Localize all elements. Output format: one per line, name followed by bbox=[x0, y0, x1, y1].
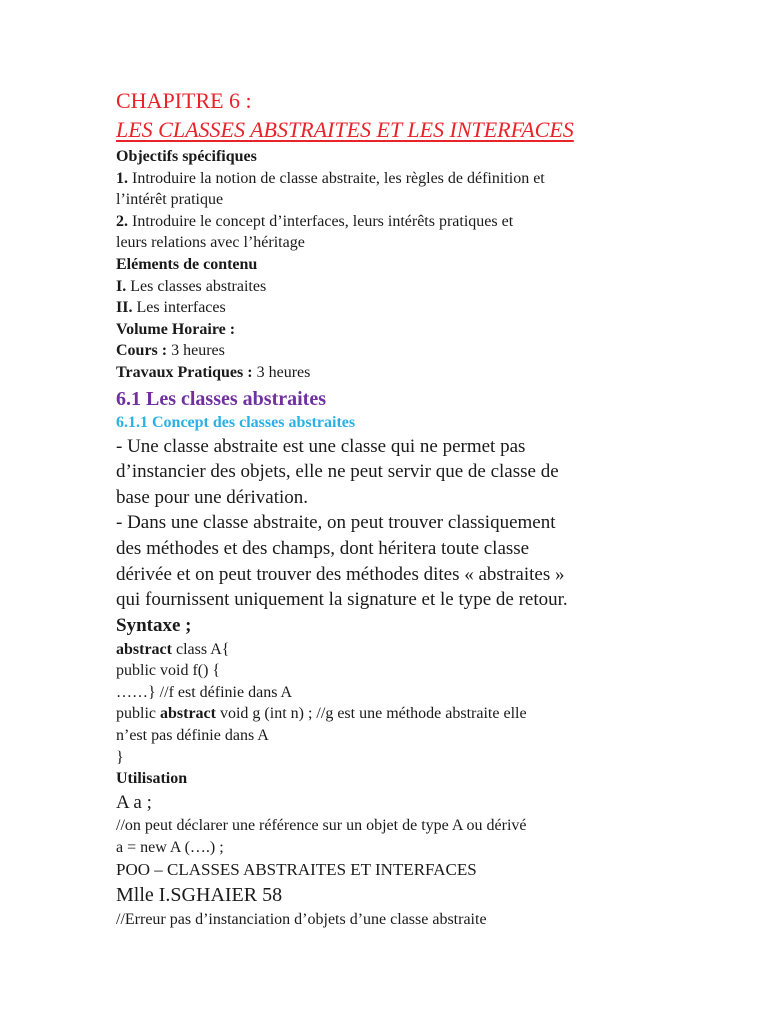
content-heading: Eléments de contenu bbox=[116, 255, 258, 273]
tp-label: Travaux Pratiques : bbox=[116, 363, 253, 381]
usage-heading: Utilisation bbox=[116, 770, 188, 788]
body-line: des méthodes et des champs, dont héritera toute classe bbox=[116, 537, 530, 559]
code-line-5: n’est pas définie dans A bbox=[116, 727, 269, 745]
volume-cours bbox=[116, 340, 736, 362]
usage-line-1: A a ; bbox=[116, 791, 152, 813]
volume-tp bbox=[116, 362, 736, 384]
body-line: - Une classe abstraite est une classe qui ne permet pas bbox=[116, 435, 526, 457]
cours-label: Cours : bbox=[116, 342, 168, 360]
code-line-1 bbox=[116, 639, 736, 661]
code-line-2: public void f() { bbox=[116, 662, 221, 680]
code-text: public bbox=[116, 705, 160, 723]
subsection-title: 6.1.1 Concept des classes abstraites bbox=[116, 413, 356, 431]
volume-heading: Volume Horaire : bbox=[116, 320, 236, 338]
objective-2-number: 2. bbox=[116, 212, 128, 230]
code-line-3: ……} //f est définie dans A bbox=[116, 683, 293, 701]
footer-course-title: POO – CLASSES ABSTRAITES ET INTERFACES bbox=[116, 859, 477, 879]
cours-value: 3 heures bbox=[167, 342, 225, 360]
body-line: qui fournissent uniquement la signature et le type de retour. bbox=[116, 589, 568, 611]
chapter-number: CHAPITRE 6 : bbox=[116, 88, 252, 113]
content-item-2-text: Les interfaces bbox=[132, 299, 226, 317]
tp-value: 3 heures bbox=[252, 363, 311, 381]
chapter-title: LES CLASSES ABSTRAITES ET LES INTERFACES bbox=[116, 117, 574, 142]
objective-1-continuation: l’intérêt pratique bbox=[116, 191, 224, 209]
syntax-heading: Syntaxe ; bbox=[116, 614, 192, 636]
content-item-1-text: Les classes abstraites bbox=[126, 277, 267, 295]
section-title: 6.1 Les classes abstraites bbox=[116, 387, 326, 410]
footer-author-page: Mlle I.SGHAIER 58 bbox=[116, 883, 283, 906]
body-line: base pour une dérivation. bbox=[116, 486, 309, 508]
body-line: d’instancier des objets, elle ne peut servir que de classe de bbox=[116, 461, 559, 483]
objective-1 bbox=[116, 168, 736, 190]
code-text: class A{ bbox=[171, 640, 230, 658]
code-line-6: } bbox=[116, 748, 124, 766]
objective-2-continuation: leurs relations avec l’héritage bbox=[116, 234, 305, 252]
objective-1-text: Introduire la notion de classe abstraite, les règles de définition et bbox=[128, 169, 545, 187]
code-line-4 bbox=[116, 703, 736, 725]
content-item-2 bbox=[116, 297, 736, 319]
usage-line-2: //on peut déclarer une référence sur un objet de type A ou dérivé bbox=[116, 817, 527, 835]
objective-1-number: 1. bbox=[116, 169, 128, 187]
objectives-heading: Objectifs spécifiques bbox=[116, 148, 257, 165]
body-line: dérivée et on peut trouver des méthodes dites « abstraites » bbox=[116, 563, 565, 585]
objective-2-text: Introduire le concept d’interfaces, leurs intérêts pratiques et bbox=[128, 212, 514, 230]
content-item-1 bbox=[116, 276, 736, 298]
abstract-keyword: abstract bbox=[160, 705, 216, 723]
document-page bbox=[116, 86, 736, 930]
trailing-comment-line: //Erreur pas d’instanciation d’objets d’une classe abstraite bbox=[116, 910, 487, 928]
objective-2 bbox=[116, 211, 736, 233]
body-line: - Dans une classe abstraite, on peut trouver classiquement bbox=[116, 512, 556, 534]
abstract-keyword: abstract bbox=[116, 640, 172, 658]
usage-line-3: a = new A (….) ; bbox=[116, 839, 224, 857]
content-item-2-number: II. bbox=[116, 299, 133, 317]
content-item-1-number: I. bbox=[116, 277, 127, 295]
code-text: void g (int n) ; //g est une méthode abstraite elle bbox=[215, 705, 527, 723]
